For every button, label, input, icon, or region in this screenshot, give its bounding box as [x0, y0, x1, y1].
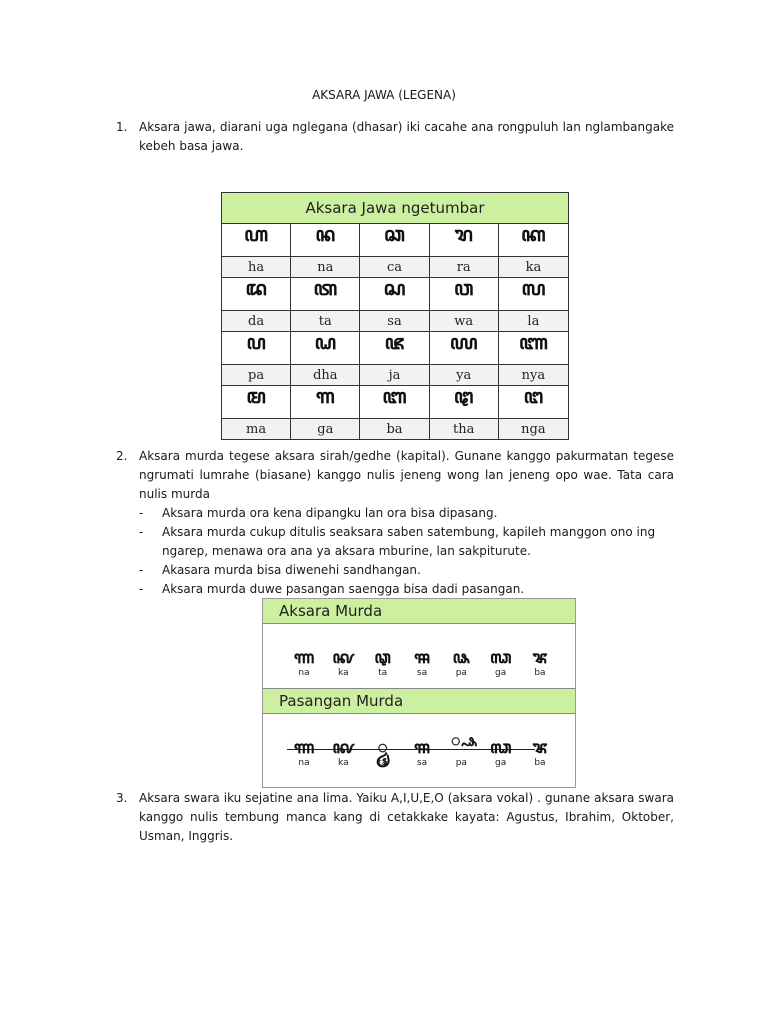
aksara-glyph-cell — [499, 278, 568, 311]
bullet-item: - Akasara murda bisa diwenehi sandhangan. — [139, 563, 421, 577]
aksara-glyph-cell — [291, 386, 360, 419]
list-item-2 — [116, 447, 674, 599]
aksara-glyph-cell — [360, 332, 429, 365]
latin-label-cell: la — [499, 311, 568, 332]
aksara-glyph: ꦧ — [382, 384, 407, 408]
list-number: 2. — [116, 449, 128, 463]
aksara-glyph-cell — [499, 332, 568, 365]
aksara-glyph-cell — [430, 386, 499, 419]
murda-glyph: ꦓ — [489, 648, 512, 668]
aksara-glyph-cell — [222, 386, 291, 419]
aksara-glyph: ꦲ — [244, 222, 269, 246]
aksara-glyph: ꦪ — [449, 330, 478, 354]
pasangan-row — [263, 714, 575, 778]
latin-label-cell: ra — [430, 257, 499, 278]
aksara-murda-figure — [262, 598, 576, 788]
pasangan-glyph: ꦨ — [532, 738, 548, 758]
latin-label-cell: dha — [291, 365, 360, 386]
murda-header: Aksara Murda — [263, 599, 575, 624]
pasangan-label: ta — [378, 758, 388, 768]
aksara-glyph-cell — [222, 224, 291, 257]
aksara-glyph-cell — [430, 278, 499, 311]
latin-label-cell: pa — [222, 365, 291, 386]
pasangan-glyph: ꦑ — [332, 738, 355, 758]
latin-label-cell: na — [291, 257, 360, 278]
legena-table-header: Aksara Jawa ngetumbar — [222, 193, 568, 224]
aksara-glyph: ꦔ — [523, 384, 544, 408]
pasangan-label: ba — [534, 758, 546, 768]
aksara-glyph-cell — [360, 386, 429, 419]
aksara-glyph: ꦒ — [315, 384, 335, 408]
aksara-glyph: ꦛ — [453, 384, 474, 408]
aksara-glyph: ꦤ — [315, 222, 336, 246]
murda-label: sa — [416, 668, 428, 678]
list-item-3 — [116, 789, 674, 846]
murda-label: ta — [378, 668, 388, 678]
latin-label-cell: da — [222, 311, 291, 332]
murda-glyph: ꦡ — [374, 648, 391, 668]
bullet-item: - Aksara murda duwe pasangan saengga bisa dadi pasangan. — [139, 582, 525, 596]
legena-grid — [222, 224, 568, 439]
aksara-glyph: ꦗ — [384, 330, 405, 354]
document-title: AKSARA JAWA (LEGENA) — [312, 88, 456, 102]
pasangan-label: pa — [455, 758, 467, 768]
murda-glyph: ꦟ — [293, 648, 315, 668]
pasangan-label: na — [298, 758, 310, 768]
bullet-item: - Aksara murda ora kena dipangku lan ora bisa dipasang. — [139, 506, 498, 520]
list-text: Aksara murda tegese aksara sirah/gedhe (kapital). Gunane kanggo pakurmatan tegese ngrumati lumrahe (biasane) kanggo nulis jeneng wong lan jeneng opo wae. Tata cara nulis murda — [139, 449, 674, 501]
aksara-glyph-cell — [360, 224, 429, 257]
aksara-legena-table — [221, 192, 569, 440]
latin-label-cell: ka — [499, 257, 568, 278]
latin-label-cell: sa — [360, 311, 429, 332]
pasangan-label: ka — [338, 758, 349, 768]
latin-label-cell: ja — [360, 365, 429, 386]
list-number: 1. — [116, 120, 128, 134]
murda-glyph: ꦨ — [532, 648, 548, 668]
list-text: Aksara swara iku sejatine ana lima. Yaiku A,I,U,E,O (aksara vokal) . gunane aksara swara kanggo nulis tembung manca kang di cetakkake kayata: Agustus, Ibrahim, Oktober, Usman, Inggris. — [139, 791, 674, 843]
latin-label-cell: nga — [499, 419, 568, 439]
aksara-glyph: ꦠ — [313, 276, 338, 300]
pasangan-label: sa — [416, 758, 428, 768]
aksara-glyph: ꦮ — [454, 276, 474, 300]
aksara-glyph-cell — [430, 224, 499, 257]
aksara-glyph-cell — [360, 278, 429, 311]
pasangan-header: Pasangan Murda — [263, 688, 575, 714]
latin-label-cell: wa — [430, 311, 499, 332]
murda-label: ka — [338, 668, 349, 678]
aksara-glyph: ꦭ — [521, 276, 546, 300]
aksara-glyph-cell — [291, 332, 360, 365]
latin-label-cell: ta — [291, 311, 360, 332]
latin-label-cell: ha — [222, 257, 291, 278]
list-item-1 — [116, 118, 674, 156]
murda-label: ba — [534, 668, 546, 678]
bullet-item: - Aksara murda cukup ditulis seaksara saben satembung, kapileh manggon ono ing ngarep, menawa ora ana ya aksara mburine, lan sakpiturute. — [139, 525, 656, 558]
murda-label: pa — [455, 668, 467, 678]
pasangan-label: ga — [495, 758, 507, 768]
pasangan-pa-glyph: ꧀ꦦ — [451, 731, 478, 750]
latin-label-cell: nya — [499, 365, 568, 386]
aksara-glyph: ꦝ — [314, 330, 336, 354]
latin-label-cell: ya — [430, 365, 499, 386]
aksara-glyph: ꦩ — [246, 384, 266, 408]
list-text: Aksara jawa, diarani uga nglegana (dhasar) iki cacahe ana rongpuluh lan nglambangake kebeh basa jawa. — [139, 120, 674, 153]
murda-rules-list — [139, 504, 674, 599]
murda-row — [263, 624, 575, 688]
latin-label-cell: ma — [222, 419, 291, 439]
latin-label-cell: ga — [291, 419, 360, 439]
aksara-glyph: ꦥ — [246, 330, 266, 354]
aksara-glyph-cell — [291, 224, 360, 257]
pasangan-glyph: ꧀ꦡ — [377, 738, 388, 758]
latin-label-cell: ca — [360, 257, 429, 278]
murda-label: ga — [495, 668, 507, 678]
murda-glyph: ꦯ — [414, 648, 430, 668]
aksara-glyph: ꦚ — [519, 330, 548, 354]
aksara-glyph: ꦏ — [521, 222, 546, 246]
aksara-glyph: ꦢ — [245, 276, 267, 300]
aksara-glyph-cell — [499, 224, 568, 257]
aksara-glyph: ꦱ — [383, 276, 406, 300]
pasangan-glyph: ꦟ — [293, 738, 315, 758]
aksara-glyph-cell — [222, 332, 291, 365]
aksara-glyph: ꦫ — [454, 222, 473, 246]
murda-label: na — [298, 668, 310, 678]
aksara-glyph-cell — [499, 386, 568, 419]
list-number: 3. — [116, 791, 128, 805]
pasangan-glyph: ꦯ — [414, 738, 430, 758]
murda-glyph: ꦦ — [452, 648, 471, 668]
aksara-glyph-cell — [430, 332, 499, 365]
latin-label-cell: tha — [430, 419, 499, 439]
aksara-glyph-cell — [222, 278, 291, 311]
aksara-glyph-cell — [291, 278, 360, 311]
murda-glyph: ꦑ — [332, 648, 355, 668]
latin-label-cell: ba — [360, 419, 429, 439]
pasangan-glyph: ꦓ — [489, 738, 512, 758]
aksara-glyph: ꦕ — [384, 222, 405, 246]
